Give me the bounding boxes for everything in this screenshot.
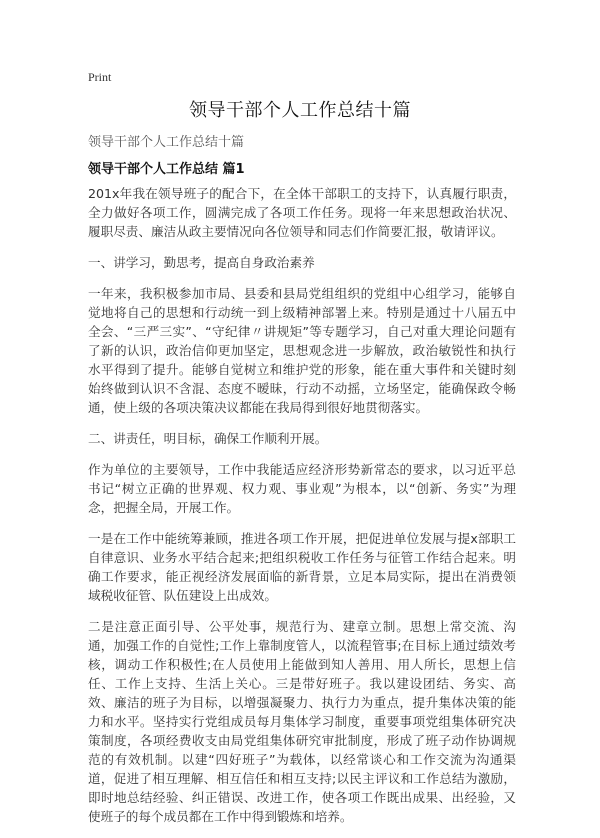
document-body	[88, 184, 516, 838]
paragraph-section-1-heading: 一、讲学习，勤思考，提高自身政治素养	[88, 255, 315, 270]
section-heading: 领导干部个人工作总结 篇1	[88, 162, 245, 177]
print-label: Print	[88, 70, 112, 84]
paragraph-intro: 201x年我在领导班子的配合下，在全体干部职工的支持下，认真履行职责，全力做好各项工作，圆满完成了各项工作任务。现将一年来思想政治状况、履职尽责、廉洁从政主要情况向各位领导和同志们作简要汇报，敬请评议。	[88, 186, 516, 239]
paragraph-leadership: 作为单位的主要领导，工作中我能适应经济形势新常态的要求，以习近平总书记“树立正确的世界观、权力观、事业观”为根本，以“创新、务实”为理念，把握全局，开展工作。	[88, 462, 516, 515]
paragraph-section-2-heading: 二、讲责任，明目标，确保工作顺利开展。	[88, 431, 328, 446]
paragraph-point-1: 一是在工作中能统筹兼顾，推进各项工作开展，把促进单位发展与提x部职工自律意识、业务水平结合起来;把组织税收工作任务与征管工作结合起来。明确工作要求，能正视经济发展面临的新背景，立足本局实际，提出在消费领域税收征管、队伍建设上出成效。	[88, 531, 516, 603]
document-subtitle: 领导干部个人工作总结十篇	[88, 135, 245, 150]
document-title: 领导干部个人工作总结十篇	[189, 100, 411, 121]
paragraph-point-2: 二是注意正面引导、公平处事，规范行为、建章立制。思想上常交流、沟通，加强工作的自觉性;工作上靠制度管人，以流程管事;在目标上通过绩效考核，调动工作积极性;在人员使用上能做到知人善用、用人所长，思想上信任、工作上支持、生活上关心。三是带好班子。我以建设团结、务实、高效、廉洁的班子为目标，以增强凝聚力、执行力为重点，提升集体决策的能力和水平。坚持实行党组成员每月集体学习制度，重要事项党组集体研究决策制度，各项经费收支由局党组集体研究审批制度，形成了班子动作协调规范的有效机制。以建“四好班子”为载体，以经常谈心和工作交流为沟通渠道，促进了相互理解、相互信任和相互支持;以民主评议和工作总结为激励，即时地总结经验、纠正错误、改进工作，使各项工作既出成果、出经验，又使班子的每个成员都在工作中得到锻炼和培养。	[88, 619, 516, 824]
paragraph-study: 一年来，我积极参加市局、县委和县局党组组织的党组中心组学习，能够自觉地将自己的思想和行动统一到上级精神部署上来。特别是通过十八届五中全会、“三严三实”、“守纪律〃讲规矩”等专题学习，自己对重大理论问题有了新的认识，政治信仰更加坚定，思想观念进一步解放，政治敏锐性和执行水平得到了提升。能够自觉树立和维护党的形象，能在重大事件和关键时刻始终做到认识不含混、态度不暧昧，行动不动摇，立场坚定，能确保政令畅通，使上级的各项决策决议都能在我局得到很好地贯彻落实。	[88, 286, 516, 415]
